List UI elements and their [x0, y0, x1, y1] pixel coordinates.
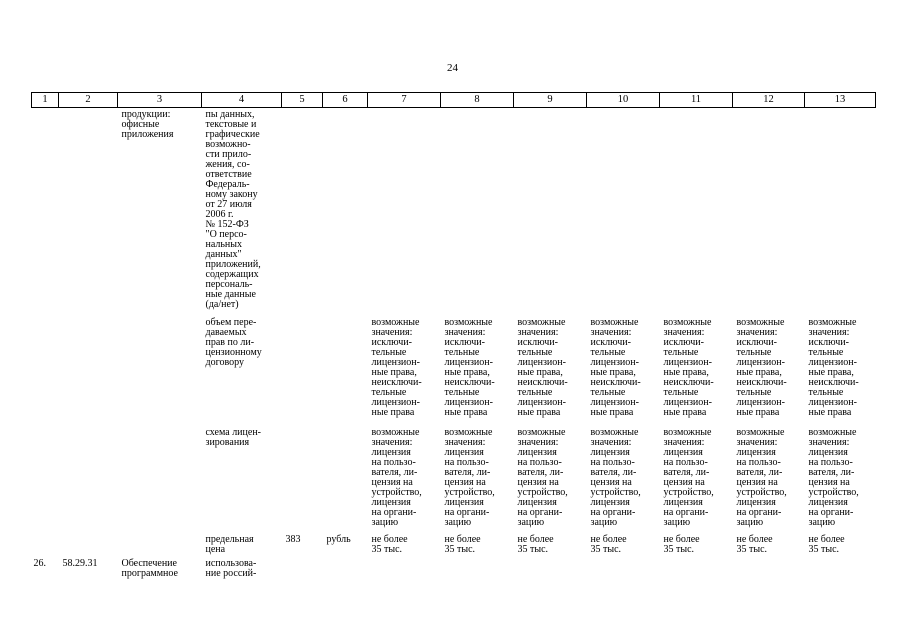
cell-unit-code	[282, 108, 323, 317]
cell-product-name	[118, 533, 202, 557]
header-col-13: 13	[805, 93, 876, 108]
cell-value: возможные значения: исключи- тельные лицензион- ные права, неисключи- тельные лицензион- ные права	[663, 317, 714, 418]
cell-item-number	[32, 316, 59, 426]
cell-value	[805, 108, 876, 317]
cell-value	[441, 557, 514, 579]
cell-characteristic: схема лицен- зирования	[205, 427, 262, 448]
cell-value: возможные значения: исключи- тельные лицензион- ные права, неисключи- тельные лицензион- ные права	[808, 317, 859, 418]
cell-value	[733, 108, 805, 317]
cell-value: не более 35 тыс.	[663, 534, 700, 555]
cell-unit-name	[323, 557, 368, 579]
cell-value: возможные значения: лицензия на пользо- вателя, ли- цензия на устройство, лицензия на органи- зацию	[736, 427, 787, 528]
cell-value: не более 35 тыс.	[371, 534, 408, 555]
header-col-11: 11	[660, 93, 733, 108]
cell-code: 58.29.31	[62, 558, 98, 569]
header-col-12: 12	[733, 93, 805, 108]
cell-unit-code	[282, 426, 323, 533]
cell-product-name: продукции: офисные приложения	[121, 109, 174, 140]
cell-unit-name	[323, 108, 368, 317]
cell-value: возможные значения: лицензия на пользо- вателя, ли- цензия на устройство, лицензия на органи- зацию	[444, 427, 495, 528]
cell-characteristic: предельная цена	[205, 534, 254, 555]
cell-value: возможные значения: лицензия на пользо- вателя, ли- цензия на устройство, лицензия на органи- зацию	[808, 427, 859, 528]
page-number: 24	[447, 62, 458, 74]
cell-value	[514, 557, 587, 579]
cell-value	[805, 557, 876, 579]
cell-value: не более 35 тыс.	[808, 534, 845, 555]
header-col-2: 2	[59, 93, 118, 108]
cell-item-number	[32, 426, 59, 533]
cell-value: возможные значения: исключи- тельные лицензион- ные права, неисключи- тельные лицензион- ные права	[371, 317, 422, 418]
cell-item-number: 26.	[33, 558, 46, 569]
cell-item-number	[32, 533, 59, 557]
cell-value	[368, 108, 441, 317]
table-row	[32, 533, 876, 557]
cell-value: возможные значения: исключи- тельные лицензион- ные права, неисключи- тельные лицензион- ные права	[590, 317, 641, 418]
cell-code	[59, 426, 118, 533]
cell-product-name	[118, 426, 202, 533]
cell-value	[587, 557, 660, 579]
header-col-10: 10	[587, 93, 660, 108]
header-row	[32, 93, 876, 108]
table-row	[32, 316, 876, 426]
table-row	[32, 557, 876, 579]
table-row	[32, 108, 876, 317]
cell-value	[660, 108, 733, 317]
cell-value: не более 35 тыс.	[736, 534, 773, 555]
cell-characteristic: использова- ние россий-	[205, 558, 257, 579]
header-col-1: 1	[32, 93, 59, 108]
cell-product-name: Обеспечение программное	[121, 558, 178, 579]
header-col-8: 8	[441, 93, 514, 108]
cell-value: возможные значения: исключи- тельные лицензион- ные права, неисключи- тельные лицензион- ные права	[736, 317, 787, 418]
cell-value: возможные значения: исключи- тельные лицензион- ные права, неисключи- тельные лицензион- ные права	[444, 317, 495, 418]
table-row	[32, 426, 876, 533]
cell-item-number	[32, 108, 59, 317]
cell-characteristic: объем пере- даваемых прав по ли- цензионному договору	[205, 317, 262, 368]
header-col-4: 4	[202, 93, 282, 108]
header-col-3: 3	[118, 93, 202, 108]
cell-unit-name	[323, 426, 368, 533]
cell-unit-name	[323, 316, 368, 426]
cell-product-name	[118, 316, 202, 426]
cell-unit-code: 383	[285, 534, 301, 545]
header-col-9: 9	[514, 93, 587, 108]
cell-unit-code	[282, 557, 323, 579]
specification-table	[31, 92, 876, 579]
cell-value: возможные значения: лицензия на пользо- вателя, ли- цензия на устройство, лицензия на органи- зацию	[371, 427, 422, 528]
cell-value	[514, 108, 587, 317]
cell-value	[587, 108, 660, 317]
cell-code	[59, 316, 118, 426]
cell-value: не более 35 тыс.	[444, 534, 481, 555]
cell-value: возможные значения: лицензия на пользо- вателя, ли- цензия на устройство, лицензия на органи- зацию	[663, 427, 714, 528]
header-col-5: 5	[282, 93, 323, 108]
cell-value	[368, 557, 441, 579]
cell-value: не более 35 тыс.	[517, 534, 554, 555]
header-col-7: 7	[368, 93, 441, 108]
cell-code	[59, 108, 118, 317]
cell-value: возможные значения: лицензия на пользо- вателя, ли- цензия на устройство, лицензия на органи- зацию	[517, 427, 568, 528]
cell-value: не более 35 тыс.	[590, 534, 627, 555]
cell-unit-code	[282, 316, 323, 426]
cell-unit-name: рубль	[326, 534, 351, 545]
cell-value: возможные значения: исключи- тельные лицензион- ные права, неисключи- тельные лицензион- ные права	[517, 317, 568, 418]
cell-value	[733, 557, 805, 579]
cell-value	[660, 557, 733, 579]
cell-value: возможные значения: лицензия на пользо- вателя, ли- цензия на устройство, лицензия на органи- зацию	[590, 427, 641, 528]
cell-characteristic: пы данных, текстовые и графические возможно- сти прило- жения, со- ответствие Федераль- ному закону от 27 июля 2006 г. № 152-ФЗ "О персо- нальных данных" приложений, содержащих персональ- ные данные (да/нет)	[205, 109, 261, 310]
cell-value	[441, 108, 514, 317]
header-col-6: 6	[323, 93, 368, 108]
cell-code	[59, 533, 118, 557]
